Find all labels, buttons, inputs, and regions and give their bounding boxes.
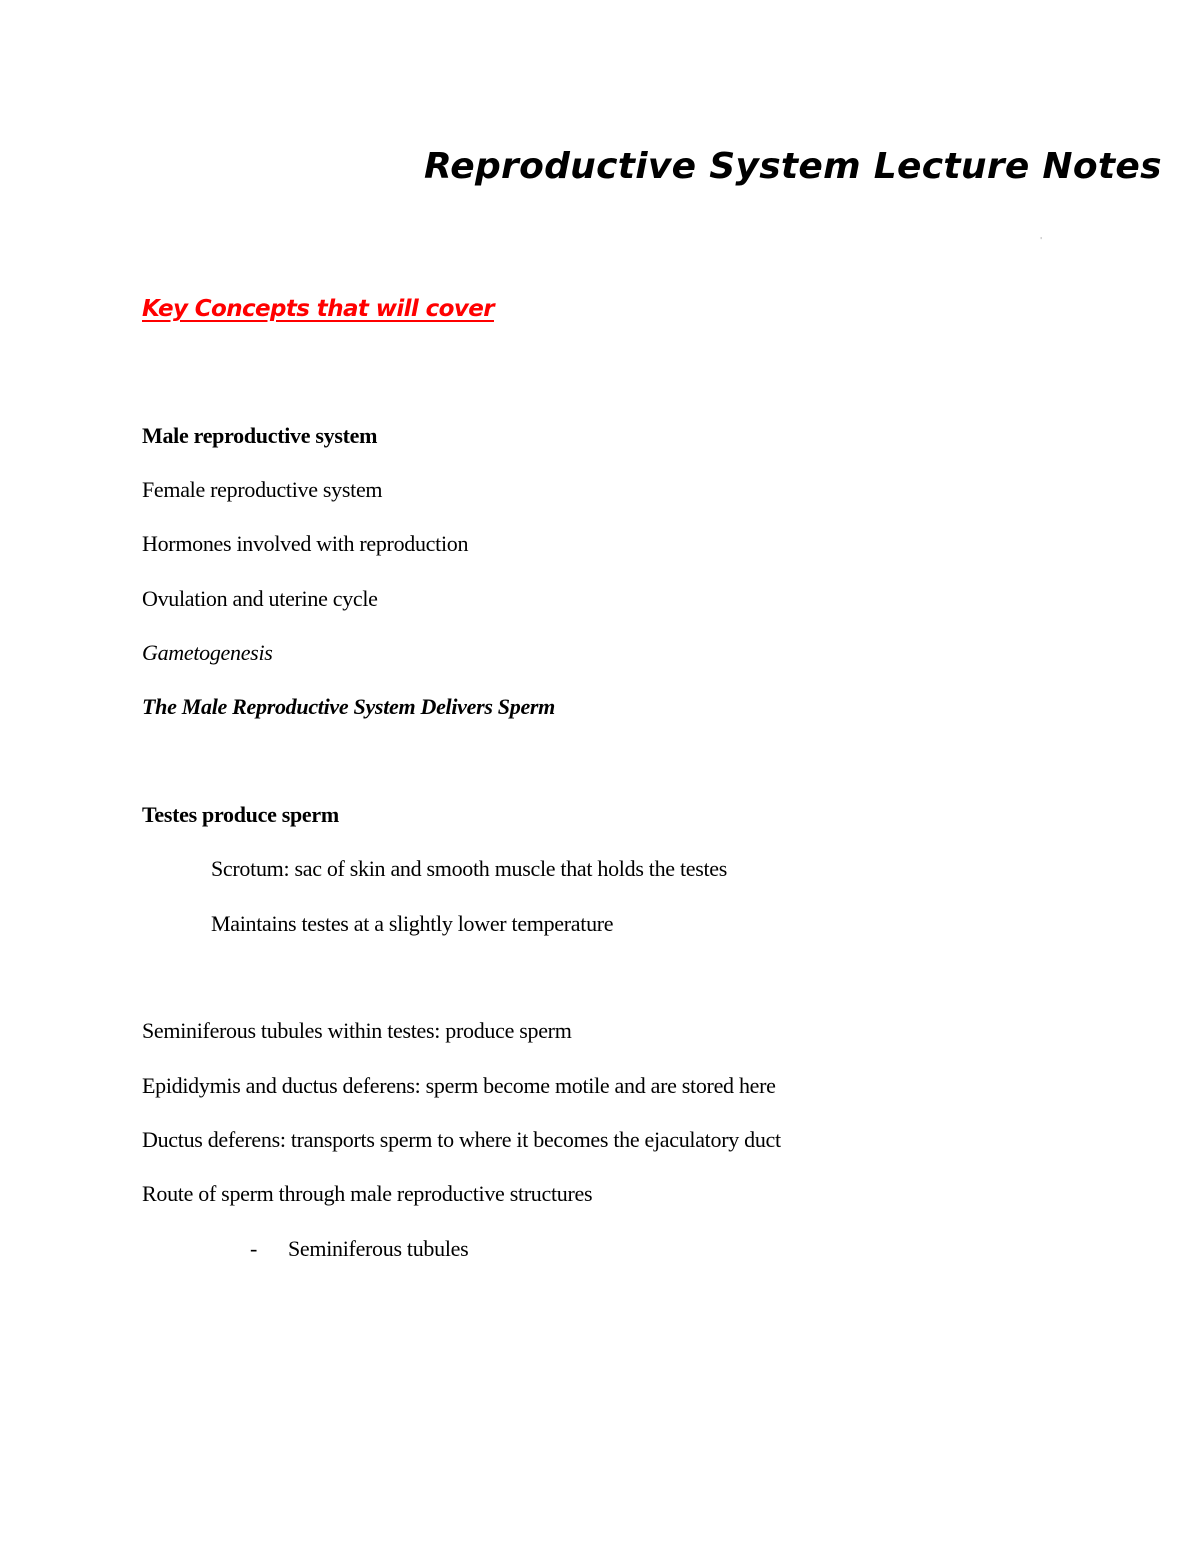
section-heading-male-delivers-sperm: The Male Reproductive System Delivers Sperm — [142, 694, 555, 719]
scrotum-point-1: Scrotum: sac of skin and smooth muscle that holds the testes — [211, 856, 728, 881]
concept-female-system: Female reproductive system — [142, 477, 383, 502]
key-concepts-heading: Key Concepts that will cover — [142, 296, 494, 322]
concept-ovulation: Ovulation and uterine cycle — [142, 586, 378, 611]
scrotum-point-2: Maintains testes at a slightly lower temperature — [211, 911, 614, 936]
structure-ductus-deferens: Ductus deferens: transports sperm to where it becomes the ejaculatory duct — [142, 1127, 781, 1152]
structure-route: Route of sperm through male reproductive structures — [142, 1181, 593, 1206]
concept-gametogenesis: Gametogenesis — [142, 640, 273, 665]
structure-epididymis: Epididymis and ductus deferens: sperm become motile and are stored here — [142, 1073, 776, 1098]
route-item-seminiferous-tubules: Seminiferous tubules — [288, 1236, 469, 1261]
testes-heading: Testes produce sperm — [142, 802, 339, 827]
document-title: Reproductive System Lecture Notes — [424, 146, 1162, 187]
concept-hormones: Hormones involved with reproduction — [142, 531, 469, 556]
structure-seminiferous: Seminiferous tubules within testes: produce sperm — [142, 1018, 572, 1043]
list-bullet: - — [250, 1236, 258, 1261]
concept-male-system: Male reproductive system — [142, 423, 378, 448]
corner-mark: ' — [1040, 236, 1043, 245]
